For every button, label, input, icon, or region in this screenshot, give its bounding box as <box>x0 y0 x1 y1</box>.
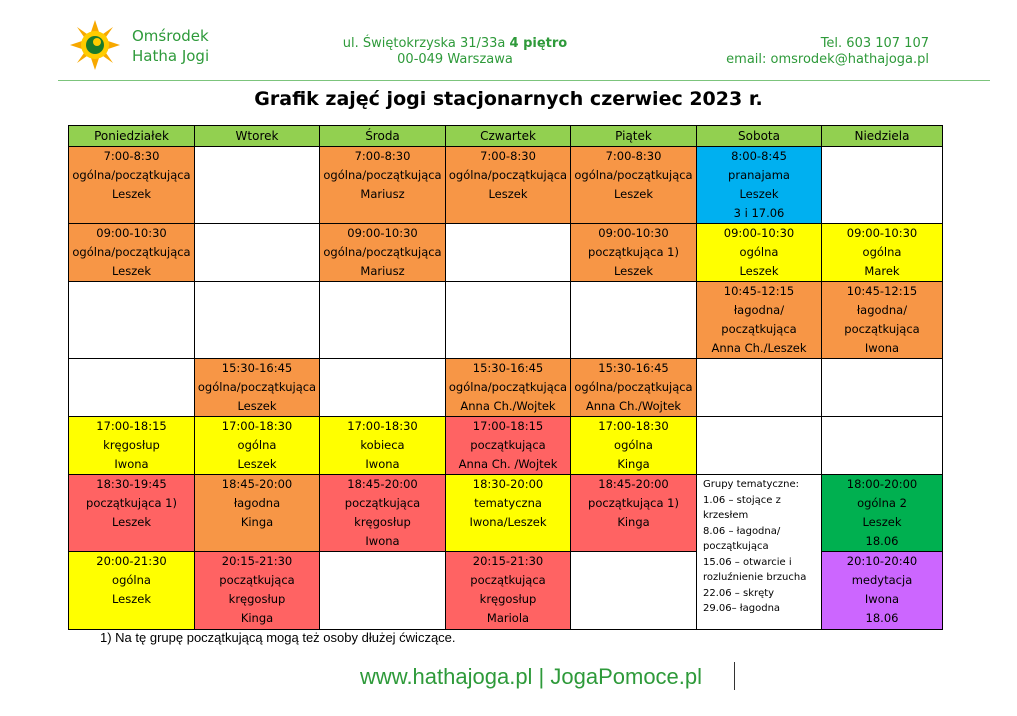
day-header: Poniedziałek <box>69 126 195 147</box>
class-cell <box>69 475 195 552</box>
class-cell <box>320 475 446 552</box>
class-cell-line: kręgosłup <box>479 592 537 606</box>
class-cell-line: ogólna <box>237 438 277 452</box>
class-cell-line: początkująca <box>470 438 546 452</box>
website-links[interactable]: www.hathajoga.pl | JogaPomoce.pl <box>360 664 703 689</box>
class-cell-line: kręgosłup <box>228 592 286 606</box>
class-cell-line: 09:00-10:30 <box>96 226 167 240</box>
class-cell <box>697 147 822 224</box>
class-cell <box>697 282 822 359</box>
class-cell-line: 20:15-21:30 <box>472 554 544 568</box>
class-cell-line: Iwona <box>864 592 900 606</box>
day-header: Wtorek <box>195 126 320 147</box>
empty-cell <box>697 359 822 417</box>
schedule-body <box>69 147 943 630</box>
table-row <box>69 282 943 359</box>
class-cell <box>195 475 320 552</box>
address-block <box>330 36 580 68</box>
class-cell-line: ogólna <box>112 573 151 587</box>
class-cell <box>446 359 571 417</box>
phone-number: Tel. 603 107 107 <box>820 36 929 51</box>
empty-cell <box>69 359 195 417</box>
empty-cell <box>195 147 320 224</box>
class-cell <box>571 224 697 282</box>
class-cell-line: 18:45-20:00 <box>347 477 418 491</box>
class-cell-line: Kinga <box>617 457 650 471</box>
class-cell-line: 15:30-16:45 <box>221 361 293 375</box>
org-name-line2: Hatha Jogi <box>132 47 210 65</box>
class-cell <box>320 147 446 224</box>
empty-cell <box>822 147 943 224</box>
class-cell-line: 1.06 – stojące z krzesłem <box>703 494 781 521</box>
address-floor: 4 piętro <box>509 36 568 51</box>
hatha-joga-logo-icon <box>70 20 120 70</box>
class-cell-line: 18:45-20:00 <box>221 477 293 491</box>
class-cell-line: ogólna/początkująca <box>72 168 191 182</box>
class-cell-line: początkująca 1) <box>588 496 679 510</box>
class-cell-line: 8:00-8:45 <box>731 149 787 163</box>
class-cell-line: 7:00-8:30 <box>103 149 160 163</box>
class-cell-line: Kinga <box>617 515 650 529</box>
header-divider <box>58 80 990 81</box>
empty-cell <box>822 417 943 475</box>
table-row <box>69 147 943 224</box>
class-cell <box>69 147 195 224</box>
class-cell-line: Mariusz <box>360 264 405 278</box>
class-cell <box>195 359 320 417</box>
class-cell-line: 7:00-8:30 <box>354 149 411 163</box>
class-cell-line: Iwona <box>864 341 900 355</box>
org-name-line1: Omśrodek <box>132 27 209 45</box>
empty-cell <box>697 417 822 475</box>
class-cell-line: Iwona/Leszek <box>469 515 547 529</box>
class-cell-line: ogólna/początkująca <box>323 168 442 182</box>
class-cell-line: 17:00-18:30 <box>347 419 418 433</box>
class-cell-line: medytacja <box>851 573 913 587</box>
email-address[interactable]: email: omsrodek@hathajoga.pl <box>726 52 929 67</box>
empty-cell <box>446 282 571 359</box>
empty-cell <box>446 224 571 282</box>
empty-cell <box>320 282 446 359</box>
class-cell-line: ogólna/początkująca <box>574 380 693 394</box>
table-row <box>69 359 943 417</box>
class-cell-line: Leszek <box>739 187 779 201</box>
day-header: Czwartek <box>446 126 571 147</box>
empty-cell <box>320 552 446 630</box>
class-cell-line: początkująca 1) <box>86 496 177 510</box>
class-cell-line: początkująca <box>344 496 421 510</box>
class-cell-line: początkująca <box>844 322 920 336</box>
class-cell <box>195 417 320 475</box>
class-cell <box>822 282 943 359</box>
class-cell-line: Marek <box>864 264 900 278</box>
class-cell <box>195 552 320 630</box>
class-cell-line: Grupy tematyczne: <box>703 479 800 490</box>
class-cell-line: kręgosłup <box>354 515 411 529</box>
class-cell <box>446 147 571 224</box>
class-cell-line: 15:30-16:45 <box>598 361 669 375</box>
class-cell-line: Leszek <box>237 399 277 413</box>
class-cell-line: ogólna <box>739 245 779 259</box>
class-cell-line: 17:00-18:30 <box>598 419 669 433</box>
class-cell-line: 18:30-20:00 <box>472 477 544 491</box>
class-cell-line: 17:00-18:30 <box>221 419 293 433</box>
class-cell-line: 22.06 – skręty <box>703 587 775 599</box>
class-cell <box>446 417 571 475</box>
empty-cell <box>69 282 195 359</box>
class-cell <box>320 224 446 282</box>
class-cell-line: 09:00-10:30 <box>598 226 669 240</box>
class-cell-line: ogólna/początkująca <box>323 245 442 259</box>
class-cell-line: tematyczna <box>474 496 542 510</box>
class-cell <box>320 417 446 475</box>
class-cell-line: 09:00-10:30 <box>347 226 418 240</box>
class-cell <box>69 417 195 475</box>
class-cell-line: Leszek <box>111 187 152 201</box>
table-row <box>69 417 943 475</box>
class-cell-line: ogólna 2 <box>857 496 907 510</box>
class-cell-line: Leszek <box>613 264 654 278</box>
class-cell-line: Kinga <box>240 611 274 625</box>
class-cell-line: 20:00-21:30 <box>96 554 167 568</box>
day-header: Niedziela <box>822 126 943 147</box>
class-cell-line: łagodna/ <box>733 303 785 317</box>
class-cell-line: 3 i 17.06 <box>733 206 785 220</box>
class-cell-line: Iwona <box>114 457 149 471</box>
class-cell-line: ogólna <box>862 245 902 259</box>
organization-name <box>132 26 209 66</box>
class-cell-line: Leszek <box>488 187 528 201</box>
class-cell-line: Iwona <box>365 534 400 548</box>
address-postal: 00-049 Warszawa <box>397 52 513 67</box>
class-cell-line: 09:00-10:30 <box>846 226 918 240</box>
class-cell <box>571 147 697 224</box>
class-cell-line: 29.06– łagodna <box>703 603 781 614</box>
thematic-groups-note <box>697 475 822 630</box>
empty-cell <box>320 359 446 417</box>
class-cell-line: 09:00-10:30 <box>723 226 795 240</box>
class-cell-line: ogólna/początkująca <box>448 168 568 182</box>
class-cell-line: 15.06 – otwarcie i rozluźnienie brzucha <box>703 556 807 583</box>
class-cell-line: Kinga <box>240 515 274 529</box>
class-cell <box>69 224 195 282</box>
class-cell-line: Anna Ch./Wojtek <box>585 399 682 413</box>
class-cell-line: początkująca 1) <box>588 245 679 259</box>
class-cell-line: ogólna/początkująca <box>72 245 191 259</box>
schedule-header-row <box>69 126 943 147</box>
text-cursor <box>734 662 735 690</box>
class-cell-line: Leszek <box>862 515 902 529</box>
class-cell <box>822 552 943 630</box>
empty-cell <box>195 282 320 359</box>
class-cell-line: Leszek <box>739 264 779 278</box>
class-cell <box>446 552 571 630</box>
class-cell-line: Leszek <box>237 457 277 471</box>
class-cell-line: Mariola <box>486 611 530 625</box>
class-cell-line: Leszek <box>111 592 152 606</box>
class-cell-line: ogólna/początkująca <box>448 380 568 394</box>
empty-cell <box>822 359 943 417</box>
class-cell-line: 8.06 – łagodna/ początkująca <box>703 525 781 552</box>
class-cell-line: 18:00-20:00 <box>846 477 918 491</box>
class-cell <box>446 475 571 552</box>
class-cell-line: łagodna <box>233 496 281 510</box>
day-header: Piątek <box>571 126 697 147</box>
class-cell-line: Anna Ch./Wojtek <box>460 399 556 413</box>
class-cell-line: 7:00-8:30 <box>605 149 662 163</box>
class-cell-line: 18:45-20:00 <box>598 477 669 491</box>
class-cell <box>697 224 822 282</box>
class-cell-line: początkująca <box>470 573 546 587</box>
class-cell-line: 15:30-16:45 <box>472 361 544 375</box>
class-cell-line: początkująca <box>219 573 295 587</box>
class-cell-line: Anna Ch. /Wojtek <box>458 457 558 471</box>
class-cell-line: kobieca <box>360 438 405 452</box>
empty-cell <box>195 224 320 282</box>
class-cell-line: ogólna/początkująca <box>574 168 693 182</box>
class-cell-line: 10:45-12:15 <box>846 284 918 298</box>
class-cell <box>571 359 697 417</box>
table-row <box>69 224 943 282</box>
address-street: ul. Świętokrzyska 31/33a <box>342 36 506 51</box>
page-title: Grafik zajęć jogi stacjonarnych czerwiec 2023 r. <box>254 88 763 110</box>
class-cell-line: Anna Ch./Leszek <box>711 341 807 355</box>
day-header: Środa <box>320 126 446 147</box>
class-cell <box>69 552 195 630</box>
class-cell <box>571 417 697 475</box>
table-row <box>69 475 943 552</box>
class-cell-line: Leszek <box>111 264 152 278</box>
contact-block <box>726 36 929 68</box>
class-cell-line: 20:10-20:40 <box>846 554 918 568</box>
class-cell-line: 10:45-12:15 <box>723 284 795 298</box>
class-cell-line: łagodna/ <box>856 303 908 317</box>
class-cell-line: Leszek <box>111 515 152 529</box>
schedule-table <box>68 125 943 630</box>
class-cell-line: początkująca <box>721 322 797 336</box>
class-cell <box>571 475 697 552</box>
empty-cell <box>571 552 697 630</box>
class-cell-line: Mariusz <box>360 187 405 201</box>
empty-cell <box>571 282 697 359</box>
class-cell-line: 7:00-8:30 <box>480 149 536 163</box>
class-cell-line: Leszek <box>613 187 654 201</box>
class-cell-line: 18.06 <box>865 534 899 548</box>
class-cell <box>822 224 943 282</box>
class-cell-line: 18:30-19:45 <box>96 477 167 491</box>
class-cell-line: ogólna/początkująca <box>197 380 317 394</box>
class-cell-line: 17:00-18:15 <box>472 419 544 433</box>
class-cell-line: 17:00-18:15 <box>96 419 167 433</box>
day-header: Sobota <box>697 126 822 147</box>
class-cell <box>822 475 943 552</box>
class-cell-line: kręgosłup <box>103 438 160 452</box>
footnote: 1) Na tę grupę początkującą mogą też osoby dłużej ćwiczące. <box>100 630 456 645</box>
class-cell-line: ogólna <box>614 438 653 452</box>
class-cell-line: Iwona <box>365 457 400 471</box>
class-cell-line: 18.06 <box>865 611 899 625</box>
class-cell-line: 20:15-21:30 <box>221 554 293 568</box>
class-cell-line: pranajama <box>728 168 790 182</box>
